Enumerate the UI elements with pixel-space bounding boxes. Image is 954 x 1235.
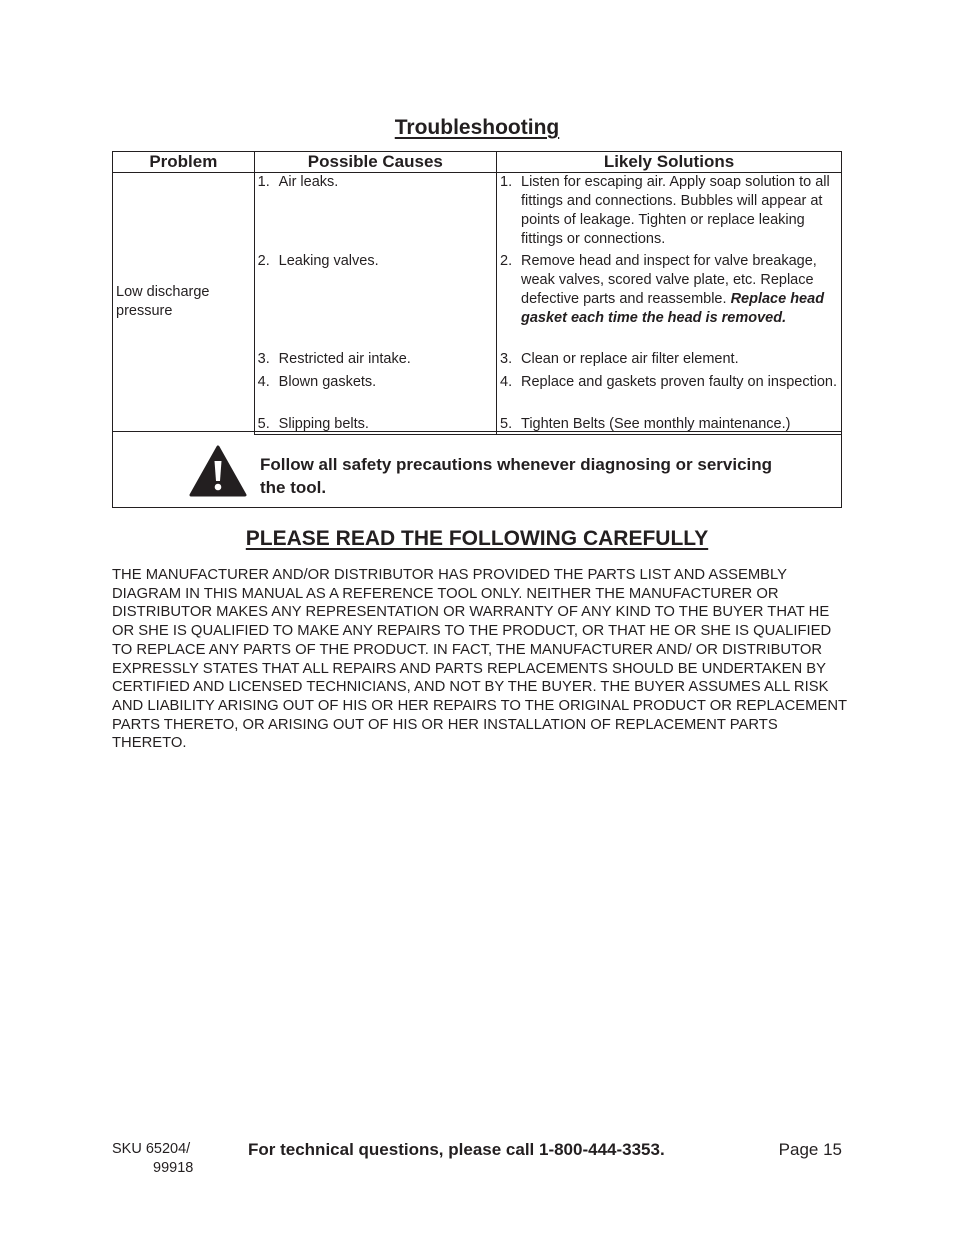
cause-cell: 4. Blown gaskets. bbox=[254, 373, 496, 415]
solution-cell: 4. Replace and gaskets proven faulty on inspection. bbox=[497, 373, 842, 415]
solution-cell: 5. Tighten Belts (See monthly maintenance.) bbox=[497, 415, 842, 435]
technical-support-line: For technical questions, please call 1-800-444-3353. bbox=[248, 1140, 665, 1159]
notice-heading: PLEASE READ THE FOLLOWING CAREFULLY bbox=[245, 527, 709, 550]
header-likely-solutions: Likely Solutions bbox=[497, 152, 842, 173]
cause-cell: 1. Air leaks. bbox=[254, 173, 496, 253]
solution-cell: 2. Remove head and inspect for valve breakage, weak valves, scored valve plate, etc. Replace defective parts and reassemble. Replace head gasket each time the head is removed. bbox=[497, 252, 842, 350]
table-header-row bbox=[113, 152, 842, 173]
solution-cell: 3. Clean or replace air filter element. bbox=[497, 350, 842, 373]
safety-warning-box bbox=[112, 431, 842, 508]
cause-cell: 2. Leaking valves. bbox=[254, 252, 496, 350]
page-title: Troubleshooting bbox=[394, 116, 560, 139]
solution-note: Replace head gasket each time the head is removed. bbox=[521, 291, 825, 326]
warning-text: Follow all safety precautions whenever diagnosing or servicing the tool. bbox=[260, 455, 773, 497]
solution-cell: 1. Listen for escaping air. Apply soap solution to all fittings and connections. Bubbles will appear at points of leakage. Tighten or replace leaking fittings or connections. bbox=[497, 173, 842, 253]
notice-body: THE MANUFACTURER AND/OR DISTRIBUTOR HAS PROVIDED THE PARTS LIST AND ASSEMBLY DIAGRAM IN THIS MANUAL AS A REFERENCE TOOL ONLY. NEITHER THE MANUFACTURER OR DISTRIBUTOR MAKES ANY REPRESENTATION OR WARRANTY OF ANY KIND TO THE BUYER THAT HE OR SHE IS QUALIFIED TO MAKE ANY REPAIRS TO THE PRODUCT, OR THAT HE OR SHE IS QUALIFIED TO REPLACE ANY PARTS OF THE PRODUCT. IN FACT, THE MANUFACTURER AND/ OR DISTRIBUTOR EXPRESSLY STATES THAT ALL REPAIRS AND PARTS REPLACEMENTS SHOULD BE UNDERTAKEN BY CERTIFIED AND LICENSED TECHNICIANS, AND NOT BY THE BUYER. THE BUYER ASSUMES ALL RISK AND LIABILITY ARISING OUT OF HIS OR HER REPAIRS TO THE ORIGINAL PRODUCT OR REPLACEMENT PARTS THERETO, OR ARISING OUT OF HIS OR HER INSTALLATION OF REPLACEMENT PARTS THERETO. bbox=[112, 567, 847, 752]
troubleshooting-table bbox=[112, 151, 842, 435]
cause-cell: 5. Slipping belts. bbox=[254, 415, 496, 435]
sku-label: SKU 65204/ 99918 bbox=[112, 1141, 194, 1176]
cause-cell: 3. Restricted air intake. bbox=[254, 350, 496, 373]
problem-cell: Low discharge pressure bbox=[113, 173, 255, 435]
page-number: Page 15 bbox=[778, 1140, 842, 1159]
warning-triangle-icon bbox=[189, 445, 247, 497]
header-possible-causes: Possible Causes bbox=[254, 152, 496, 173]
header-problem: Problem bbox=[113, 152, 255, 173]
table-row bbox=[113, 173, 842, 253]
